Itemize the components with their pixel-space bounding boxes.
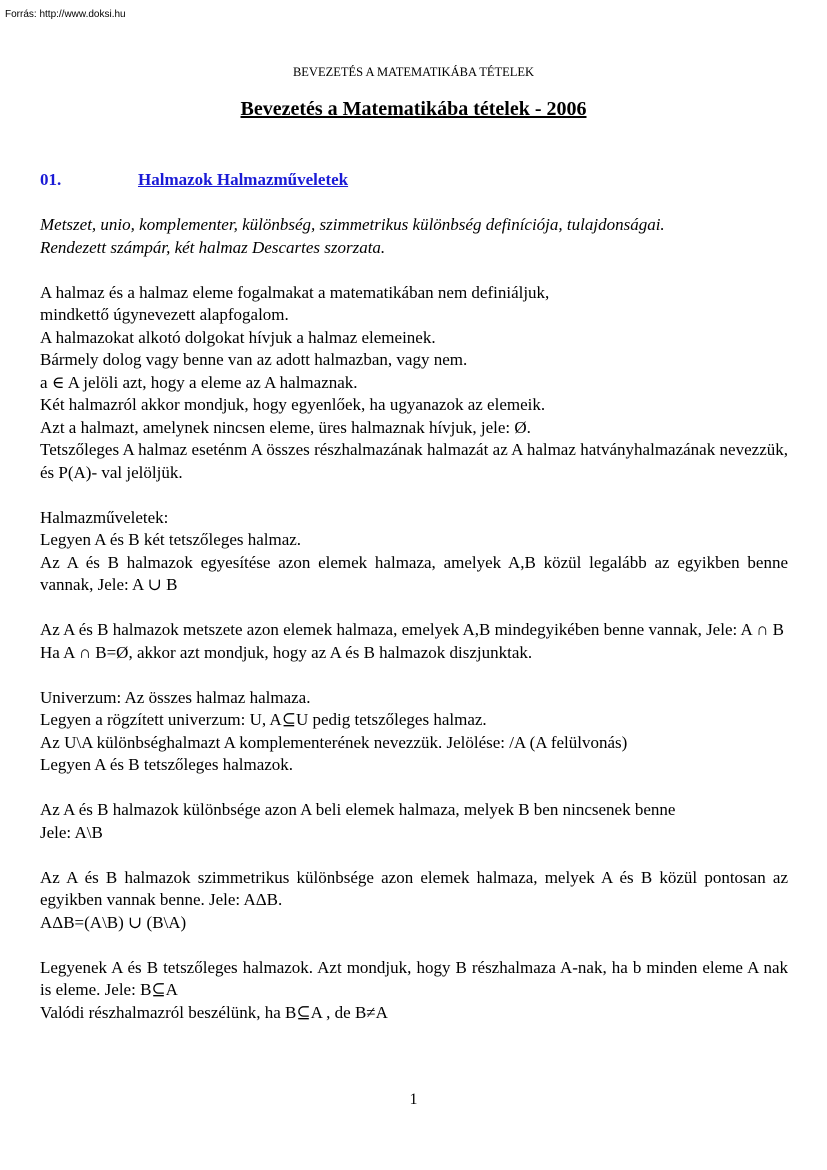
text-line: Legyen A és B két tetszőleges halmaz. xyxy=(40,530,302,549)
text-line: Az A és B halmazok szimmetrikus különbsége azon elemek halmaza, melyek A és B közül pontosan az egyikben vannak benne. Jele: AΔB. xyxy=(40,867,788,909)
document-body xyxy=(40,214,788,1024)
document-title: Bevezetés a Matematikába tételek - 2006 xyxy=(240,98,587,120)
text-line: Ha A ∩ B=Ø, akkor azt mondjuk, hogy az A és B halmazok diszjunktak. xyxy=(40,642,533,662)
text-line: Tetszőleges A halmaz eseténm A összes részhalmazának halmazát az A halmaz hatványhalmazának nevezzük, és P(A)- val jelöljük. xyxy=(40,440,788,482)
text-line: mindkettő úgynevezett alapfogalom. xyxy=(40,305,289,324)
text-line: A halmaz és a halmaz eleme fogalmakat a matematikában nem definiáljuk, xyxy=(40,282,550,302)
text-line: Az A és B halmazok különbsége azon A beli elemek halmaza, melyek B ben nincsenek benne xyxy=(40,800,676,819)
page-number: 1 xyxy=(409,1091,418,1108)
text-line: Két halmazról akkor mondjuk, hogy egyenlőek, ha ugyanazok az elemeik. xyxy=(40,395,546,414)
source-note: Forrás: http://www.doksi.hu xyxy=(5,9,126,20)
text-line: a ∈ A jelöli azt, hogy a eleme az A halmaznak. xyxy=(40,372,358,392)
section-title: Halmazok Halmazműveletek xyxy=(138,170,349,189)
text-line: Az A és B halmazok metszete azon elemek halmaza, emelyek A,B mindegyikében benne vannak, Jele: A ∩ B xyxy=(40,620,784,639)
section-heading xyxy=(40,170,348,190)
intro-line: Rendezett számpár, két halmaz Descartes szorzata. xyxy=(40,237,386,257)
text-line: Jele: A\B xyxy=(40,822,103,842)
section-number: 01. xyxy=(40,170,62,189)
text-line: A halmazokat alkotó dolgokat hívjuk a halmaz elemeinek. xyxy=(40,327,436,347)
text-line: Univerzum: Az összes halmaz halmaza. xyxy=(40,687,311,707)
text-line: Azt a halmazt, amelynek nincsen eleme, üres halmaznak hívjuk, jele: Ø. xyxy=(40,417,531,437)
running-header: BEVEZETÉS A MATEMATIKÁBA TÉTELEK xyxy=(292,65,535,79)
intro-line: Metszet, unio, komplementer, különbség, szimmetrikus különbség definíciója, tulajdonságai. xyxy=(40,215,665,234)
text-line: Halmazműveletek: xyxy=(40,507,169,527)
text-line: Bármely dolog vagy benne van az adott halmazban, vagy nem. xyxy=(40,350,468,369)
text-line: Az A és B halmazok egyesítése azon elemek halmaza, amelyek A,B közül legalább az egyikben benne vannak, Jele: A ∪ B xyxy=(40,552,788,594)
text-line: Az U\A különbséghalmazt A komplementerének nevezzük. Jelölése: /A (A felülvonás) xyxy=(40,732,628,752)
text-line: Valódi részhalmazról beszélünk, ha B⊆A , de B≠A xyxy=(40,1002,388,1022)
text-line: AΔB=(A\B) ∪ (B\A) xyxy=(40,912,187,932)
text-line: Legyenek A és B tetszőleges halmazok. Azt mondjuk, hogy B részhalmaza A-nak, ha b minden eleme A nak is eleme. Jele: B⊆A xyxy=(40,957,788,999)
text-line: Legyen A és B tetszőleges halmazok. xyxy=(40,755,294,774)
text-line: Legyen a rögzített univerzum: U, A⊆U pedig tetszőleges halmaz. xyxy=(40,710,487,729)
